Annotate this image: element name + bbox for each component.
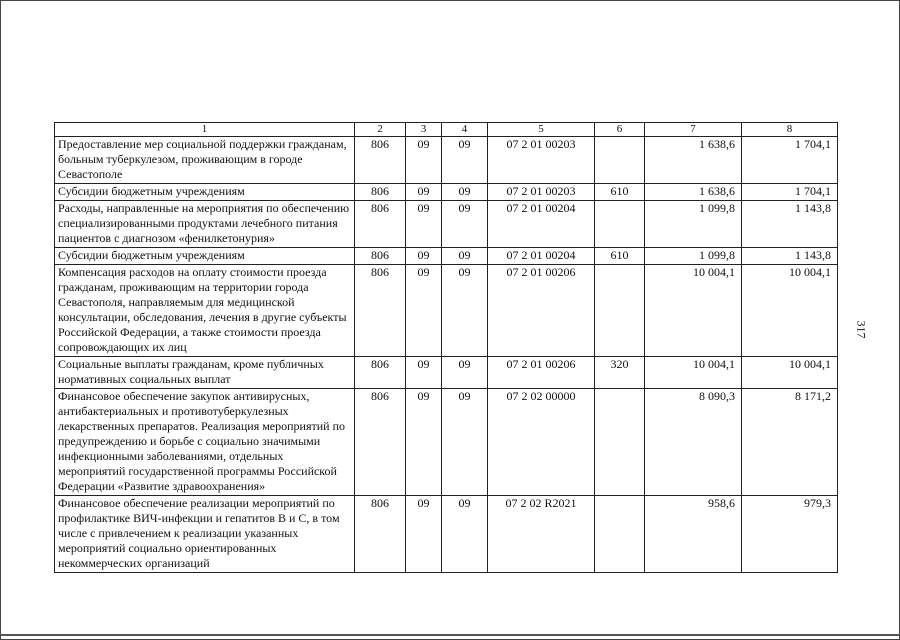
row-subsection: 09 xyxy=(442,184,488,201)
row-name: Финансовое обеспечение закупок антивирусных, антибактериальных и противотуберкулезных лекарственных препаратов. Реализация мероприятий по предупреждению и борьбе с социально значимыми инфекционными заболеваниями, отдельных мероприятий государственной программы Российской Федерации «Развитие здравоохранения» xyxy=(55,389,355,496)
row-ministry-code: 806 xyxy=(355,137,406,184)
row-ministry-code: 806 xyxy=(355,265,406,357)
row-subsection: 09 xyxy=(442,248,488,265)
row-section: 09 xyxy=(406,201,442,248)
row-amount-8: 10 004,1 xyxy=(742,357,838,389)
header-cell-1: 1 xyxy=(55,123,355,137)
row-ministry-code: 806 xyxy=(355,496,406,573)
table-row xyxy=(55,137,838,184)
row-expense-type xyxy=(595,389,645,496)
row-section: 09 xyxy=(406,137,442,184)
table-row xyxy=(55,201,838,248)
row-amount-7: 958,6 xyxy=(645,496,742,573)
row-name: Расходы, направленные на мероприятия по обеспечению специализированными продуктами лечебного питания пациентов с диагнозом «фенилкетонурия» xyxy=(55,201,355,248)
row-amount-8: 1 143,8 xyxy=(742,248,838,265)
row-expense-type: 610 xyxy=(595,184,645,201)
row-subsection: 09 xyxy=(442,137,488,184)
table-row xyxy=(55,389,838,496)
header-row xyxy=(55,123,838,137)
row-amount-8: 1 704,1 xyxy=(742,184,838,201)
row-amount-8: 1 704,1 xyxy=(742,137,838,184)
row-expense-type xyxy=(595,496,645,573)
row-amount-8: 10 004,1 xyxy=(742,265,838,357)
row-expense-type xyxy=(595,137,645,184)
table-row xyxy=(55,357,838,389)
row-section: 09 xyxy=(406,248,442,265)
row-amount-7: 1 638,6 xyxy=(645,184,742,201)
row-name: Предоставление мер социальной поддержки гражданам, больным туберкулезом, проживающим в городе Севастополе xyxy=(55,137,355,184)
row-name: Социальные выплаты гражданам, кроме публичных нормативных социальных выплат xyxy=(55,357,355,389)
row-ministry-code: 806 xyxy=(355,201,406,248)
row-target-code: 07 2 01 00203 xyxy=(488,137,595,184)
bottom-rule xyxy=(0,634,900,636)
row-amount-8: 979,3 xyxy=(742,496,838,573)
row-ministry-code: 806 xyxy=(355,184,406,201)
table-row xyxy=(55,184,838,201)
row-target-code: 07 2 01 00204 xyxy=(488,201,595,248)
table-row xyxy=(55,265,838,357)
row-subsection: 09 xyxy=(442,201,488,248)
row-amount-8: 8 171,2 xyxy=(742,389,838,496)
row-target-code: 07 2 02 00000 xyxy=(488,389,595,496)
page-number: 317 xyxy=(854,320,869,339)
row-amount-7: 10 004,1 xyxy=(645,357,742,389)
row-expense-type xyxy=(595,201,645,248)
header-cell-5: 5 xyxy=(488,123,595,137)
header-cell-3: 3 xyxy=(406,123,442,137)
row-target-code: 07 2 01 00203 xyxy=(488,184,595,201)
row-ministry-code: 806 xyxy=(355,389,406,496)
row-section: 09 xyxy=(406,496,442,573)
row-name: Финансовое обеспечение реализации мероприятий по профилактике ВИЧ-инфекции и гепатитов В и С, в том числе с привлечением к реализации указанных мероприятий социально ориентированных некоммерческих организаций xyxy=(55,496,355,573)
header-cell-6: 6 xyxy=(595,123,645,137)
table-row xyxy=(55,248,838,265)
row-target-code: 07 2 01 00206 xyxy=(488,265,595,357)
row-amount-7: 1 099,8 xyxy=(645,248,742,265)
header-cell-8: 8 xyxy=(742,123,838,137)
row-section: 09 xyxy=(406,265,442,357)
header-cell-2: 2 xyxy=(355,123,406,137)
row-subsection: 09 xyxy=(442,357,488,389)
row-subsection: 09 xyxy=(442,265,488,357)
budget-table xyxy=(54,122,838,573)
header-cell-4: 4 xyxy=(442,123,488,137)
row-amount-7: 10 004,1 xyxy=(645,265,742,357)
row-target-code: 07 2 01 00206 xyxy=(488,357,595,389)
row-section: 09 xyxy=(406,184,442,201)
row-ministry-code: 806 xyxy=(355,357,406,389)
row-target-code: 07 2 01 00204 xyxy=(488,248,595,265)
header-cell-7: 7 xyxy=(645,123,742,137)
row-expense-type: 610 xyxy=(595,248,645,265)
row-amount-7: 1 099,8 xyxy=(645,201,742,248)
row-section: 09 xyxy=(406,357,442,389)
row-target-code: 07 2 02 R2021 xyxy=(488,496,595,573)
table-row xyxy=(55,496,838,573)
row-name: Субсидии бюджетным учреждениям xyxy=(55,184,355,201)
row-subsection: 09 xyxy=(442,496,488,573)
row-amount-7: 8 090,3 xyxy=(645,389,742,496)
row-subsection: 09 xyxy=(442,389,488,496)
row-name: Субсидии бюджетным учреждениям xyxy=(55,248,355,265)
row-amount-7: 1 638,6 xyxy=(645,137,742,184)
row-ministry-code: 806 xyxy=(355,248,406,265)
row-expense-type: 320 xyxy=(595,357,645,389)
row-name: Компенсация расходов на оплату стоимости проезда гражданам, проживающим на территории города Севастополя, направляемым для медицинской консультации, обследования, лечения в другие субъекты Российской Федерации, а также стоимости проезда сопровождающих их лиц xyxy=(55,265,355,357)
row-amount-8: 1 143,8 xyxy=(742,201,838,248)
row-section: 09 xyxy=(406,389,442,496)
row-expense-type xyxy=(595,265,645,357)
